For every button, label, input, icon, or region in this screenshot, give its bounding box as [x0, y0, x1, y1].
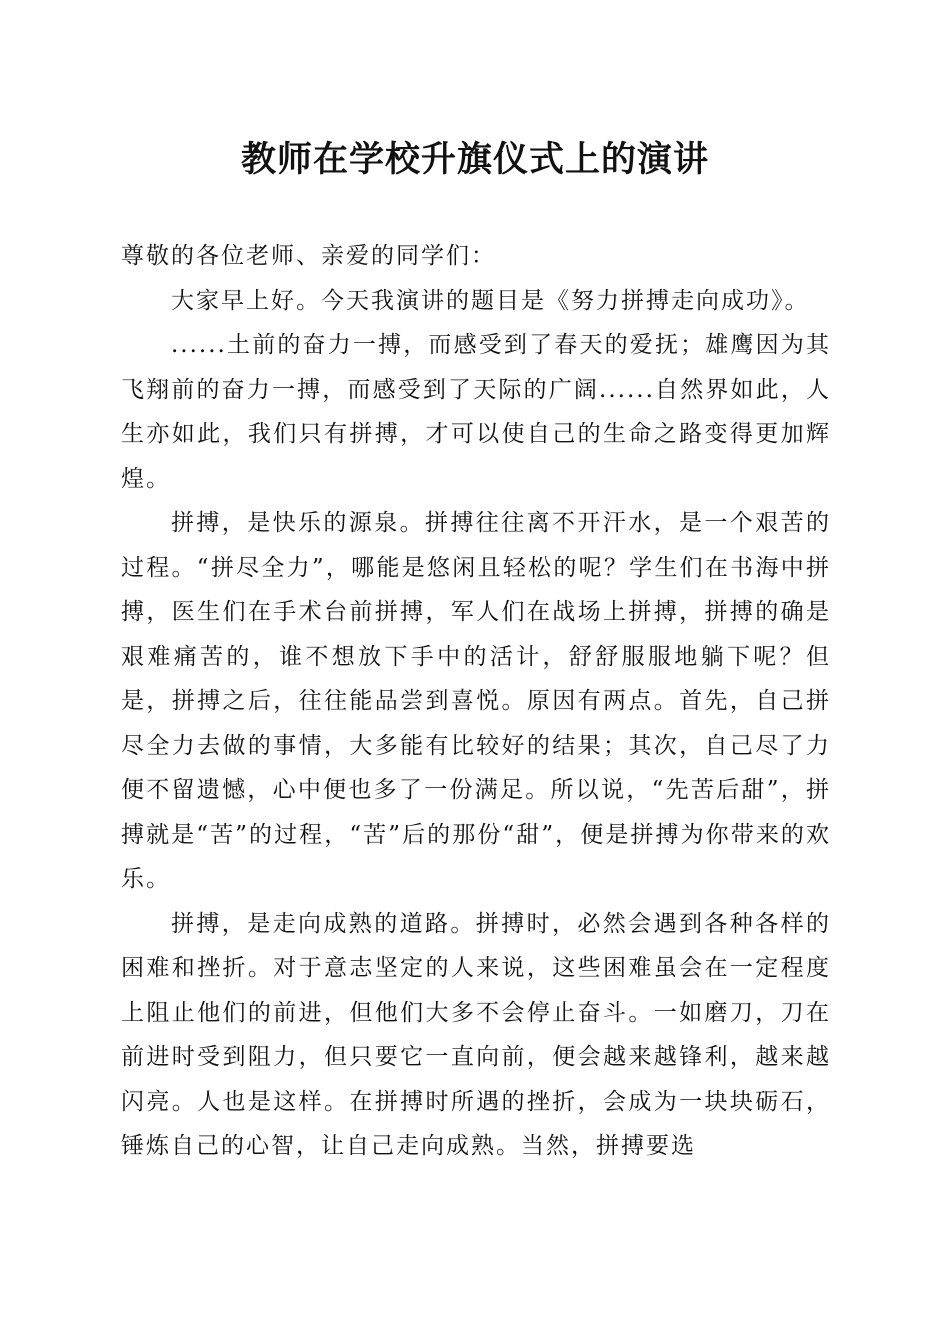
paragraph-maturity: 拼搏，是走向成熟的道路。拼搏时，必然会遇到各种各样的困难和挫折。对于意志坚定的人来说，这些困难虽会在一定程度上阻止他们的前进，但他们大多不会停止奋斗。一如磨刀，刀在前进时受到阻力，但只要它一直向前，便会越来越锋利，越来越闪亮。人也是这样。在拼搏时所遇的挫折，会成为一块块砺石，锤炼自己的心智，让自己走向成熟。当然，拼搏要选 [121, 910, 831, 1159]
salutation: 尊敬的各位老师、亲爱的同学们： [121, 243, 496, 269]
paragraph-joy: 拼搏，是快乐的源泉。拼搏往往离不开汗水，是一个艰苦的过程。“拼尽全力”，哪能是悠闲且轻松的呢？学生们在书海中拼搏，医生们在手术台前拼搏，军人们在战场上拼搏，拼搏的确是艰难痛苦的，谁不想放下手中的活计，舒舒服服地躺下呢？但是，拼搏之后，往往能品尝到喜悦。原因有两点。首先，自己拼尽全力去做的事情，大多能有比较好的结果；其次，自己尽了力便不留遗憾，心中便也多了一份满足。所以说，“先苦后甜”，拼搏就是“苦”的过程，“苦”后的那份“甜”，便是拼搏为你带来的欢乐。 [121, 510, 831, 892]
document-title: 教师在学校升旗仪式上的演讲 [240, 139, 709, 180]
paragraph-intro: ......土前的奋力一搏，而感受到了春天的爱抚；雄鹰因为其飞翔前的奋力一搏，而感受到了天际的广阔......自然界如此，人生亦如此，我们只有拼搏，才可以使自己的生命之路变得更加辉煌。 [121, 332, 831, 492]
document-body [121, 234, 831, 1169]
paragraph-greeting: 大家早上好。今天我演讲的题目是《努力拼搏走向成功》。 [171, 287, 810, 314]
